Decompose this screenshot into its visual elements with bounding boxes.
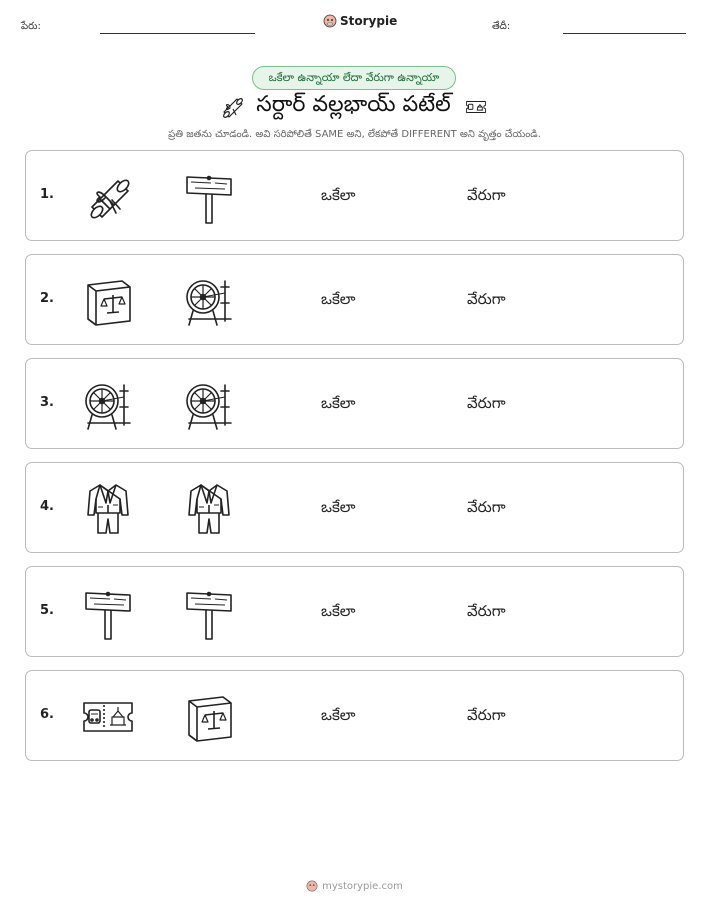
question-number: 2. — [40, 291, 54, 306]
storypie-mascot-icon — [323, 14, 337, 28]
law-book-icon — [80, 273, 136, 329]
same-option[interactable]: ఒకేలా — [321, 706, 356, 724]
scroll-icon — [218, 93, 246, 121]
instructions: ప్రతి జతను చూడండి. అవి సరిపోలితే SAME అని, లేకపోతే DIFFERENT అని వృత్తం చేయండి. — [168, 129, 541, 140]
question-row-5 — [25, 566, 684, 657]
different-option[interactable]: వేరుగా — [467, 394, 506, 412]
worksheet-type-badge: ఒకేలా ఉన్నాయా లేదా వేరుగా ఉన్నాయా — [252, 66, 456, 90]
question-number: 3. — [40, 395, 54, 410]
footer — [0, 880, 709, 892]
storypie-mascot-icon — [306, 880, 318, 892]
same-option[interactable]: ఒకేలా — [321, 394, 356, 412]
name-field[interactable] — [100, 33, 255, 34]
law-book-icon — [181, 689, 237, 745]
question-row-1 — [25, 150, 684, 241]
date-field[interactable] — [563, 33, 686, 34]
question-row-2 — [25, 254, 684, 345]
different-option[interactable]: వేరుగా — [467, 186, 506, 204]
question-number: 5. — [40, 603, 54, 618]
signpost-icon — [181, 585, 237, 641]
brand-name: Storypie — [340, 14, 398, 28]
signpost-icon — [80, 585, 136, 641]
suit-icon — [181, 481, 237, 537]
same-option[interactable]: ఒకేలా — [321, 290, 356, 308]
brand-logo — [323, 14, 397, 28]
signpost-icon — [181, 169, 237, 225]
scroll-icon — [80, 169, 136, 225]
name-label: పేరు: — [21, 21, 41, 32]
ticket-icon — [461, 96, 491, 118]
question-number: 6. — [40, 707, 54, 722]
footer-url[interactable]: mystorypie.com — [322, 880, 403, 892]
page-title: సర్దార్ వల్లభాయ్ పటేల్ — [256, 92, 451, 117]
question-row-4 — [25, 462, 684, 553]
same-option[interactable]: ఒకేలా — [321, 498, 356, 516]
ticket-icon — [80, 689, 136, 745]
title-row — [0, 92, 709, 122]
different-option[interactable]: వేరుగా — [467, 602, 506, 620]
different-option[interactable]: వేరుగా — [467, 706, 506, 724]
question-number: 1. — [40, 187, 54, 202]
question-row-6 — [25, 670, 684, 761]
question-number: 4. — [40, 499, 54, 514]
spinning-wheel-icon — [80, 377, 136, 433]
spinning-wheel-icon — [181, 273, 237, 329]
suit-icon — [80, 481, 136, 537]
date-label: తేదీ: — [492, 21, 511, 32]
different-option[interactable]: వేరుగా — [467, 498, 506, 516]
same-option[interactable]: ఒకేలా — [321, 186, 356, 204]
different-option[interactable]: వేరుగా — [467, 290, 506, 308]
question-row-3 — [25, 358, 684, 449]
spinning-wheel-icon — [181, 377, 237, 433]
same-option[interactable]: ఒకేలా — [321, 602, 356, 620]
